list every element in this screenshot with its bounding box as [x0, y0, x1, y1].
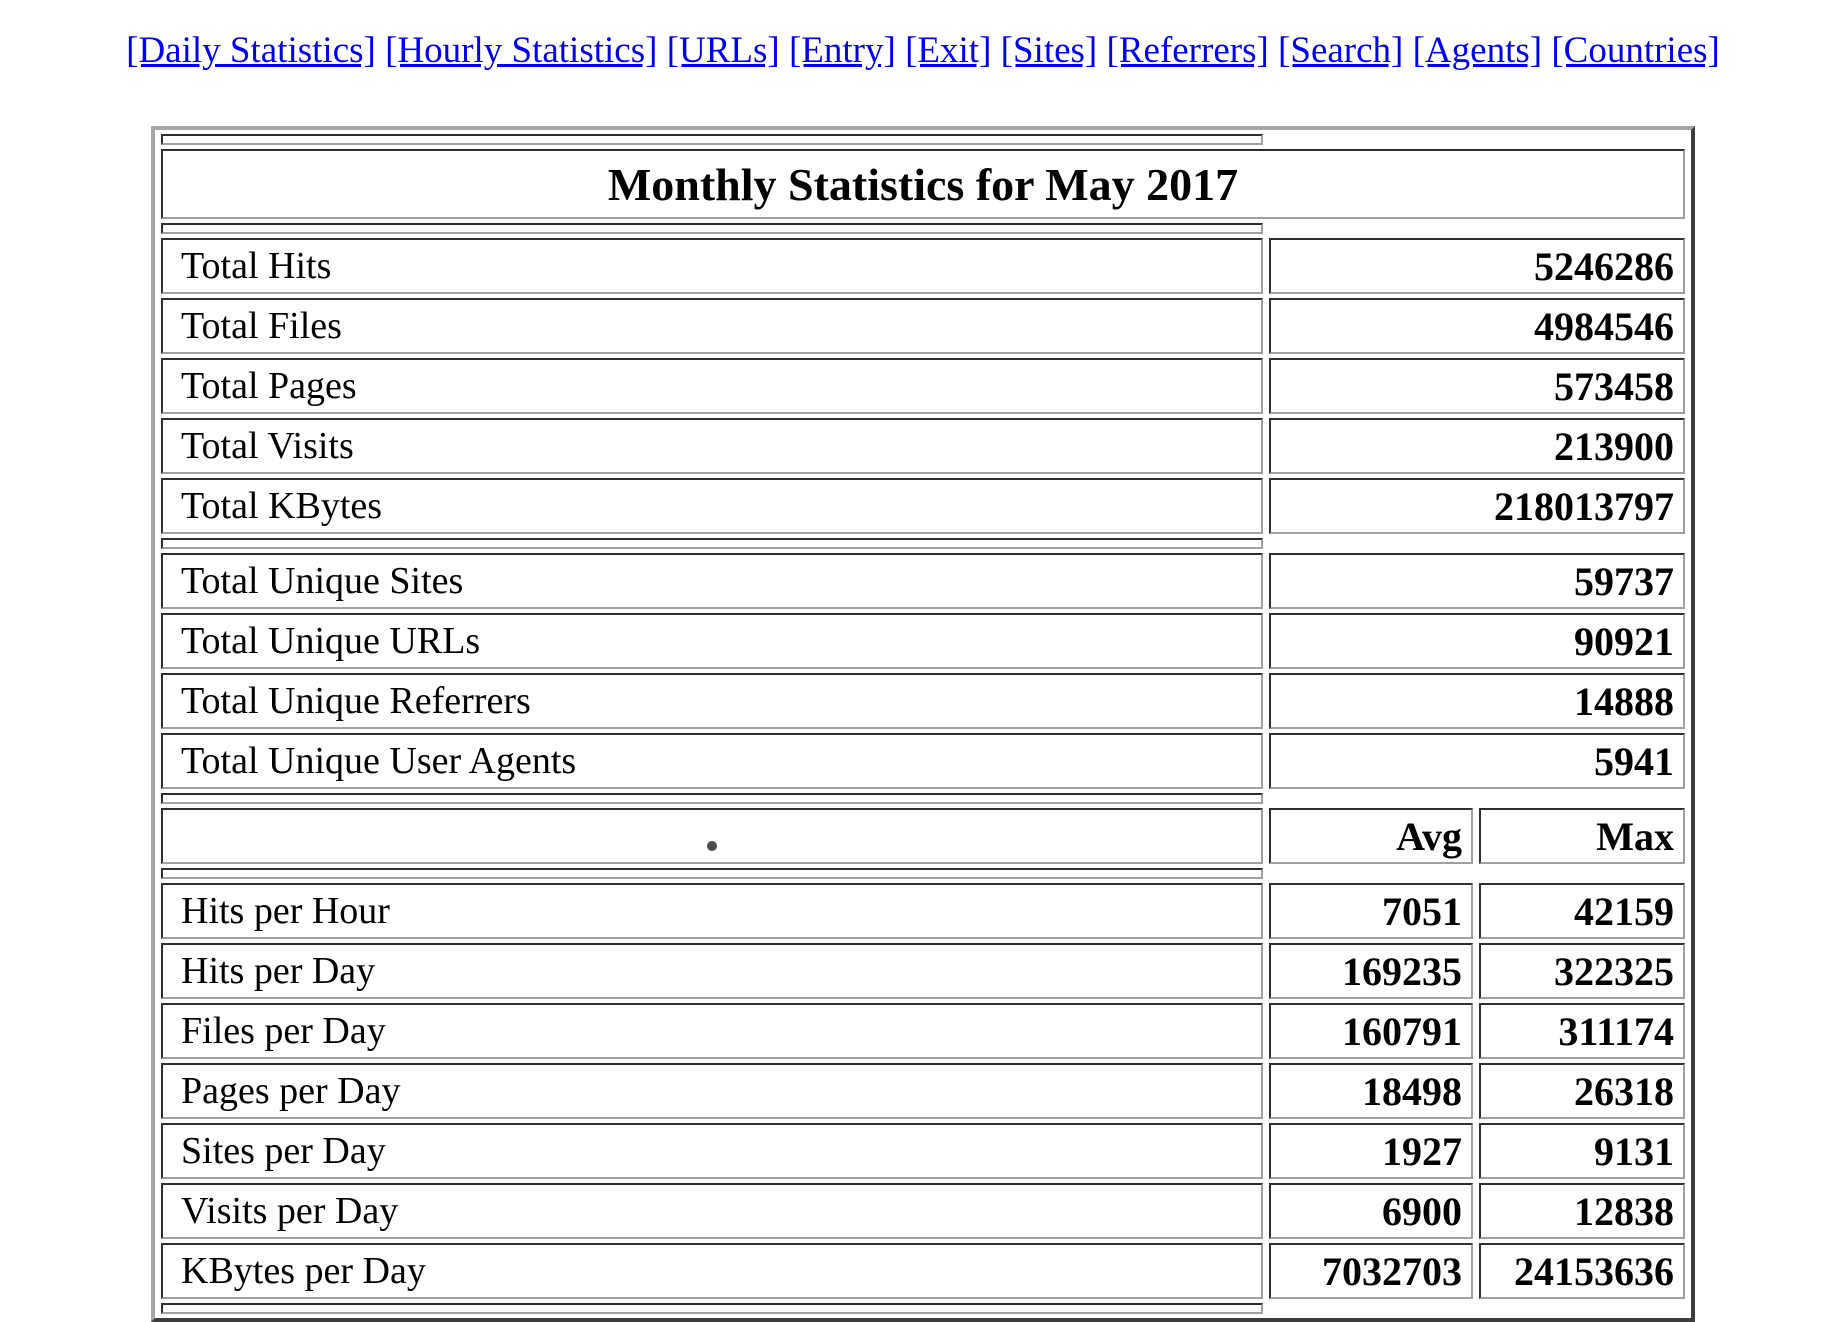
- stat-row: [161, 733, 1685, 789]
- stat-label: Total Visits: [161, 418, 1263, 474]
- stat-row: [161, 943, 1685, 999]
- nav-link-daily-statistics[interactable]: [Daily Statistics]: [126, 30, 376, 71]
- max-column-header: Max: [1479, 808, 1685, 864]
- placeholder-dot: [707, 841, 717, 851]
- stat-avg-value: 1927: [1269, 1123, 1473, 1179]
- stat-value: 4984546: [1269, 298, 1685, 354]
- title-row: [161, 149, 1685, 219]
- stat-row: [161, 298, 1685, 354]
- stat-label: Total Unique Referrers: [161, 673, 1263, 729]
- stat-row: [161, 478, 1685, 534]
- stat-value: 14888: [1269, 673, 1685, 729]
- stat-value: 218013797: [1269, 478, 1685, 534]
- stat-value: 213900: [1269, 418, 1685, 474]
- spacer-cell: [161, 538, 1263, 549]
- stat-max-value: 9131: [1479, 1123, 1685, 1179]
- stats-nav: [0, 0, 1846, 76]
- nav-link-search[interactable]: [Search]: [1278, 30, 1404, 71]
- nav-link-agents[interactable]: [Agents]: [1412, 30, 1543, 71]
- nav-link-countries[interactable]: [Countries]: [1551, 30, 1720, 71]
- stat-avg-value: 160791: [1269, 1003, 1473, 1059]
- stat-label: Hits per Hour: [161, 883, 1263, 939]
- spacer-row: [161, 868, 1685, 879]
- stat-row: [161, 1063, 1685, 1119]
- stat-label: Total Files: [161, 298, 1263, 354]
- spacer-row: [161, 134, 1685, 145]
- spacer-cell: [161, 134, 1263, 145]
- stat-max-value: 311174: [1479, 1003, 1685, 1059]
- nav-link-hourly-statistics[interactable]: [Hourly Statistics]: [385, 30, 658, 71]
- stat-row: [161, 1003, 1685, 1059]
- spacer-row: [161, 793, 1685, 804]
- stat-max-value: 12838: [1479, 1183, 1685, 1239]
- stat-value: 90921: [1269, 613, 1685, 669]
- stat-row: [161, 883, 1685, 939]
- stat-avg-value: 6900: [1269, 1183, 1473, 1239]
- nav-link-entry[interactable]: [Entry]: [788, 30, 896, 71]
- stat-row: [161, 418, 1685, 474]
- stat-row: [161, 613, 1685, 669]
- avg-max-placeholder-cell: [161, 808, 1263, 864]
- stat-label: Total KBytes: [161, 478, 1263, 534]
- stat-avg-value: 169235: [1269, 943, 1473, 999]
- stat-max-value: 24153636: [1479, 1243, 1685, 1299]
- stat-label: Total Hits: [161, 238, 1263, 294]
- avg-max-header-row: [161, 808, 1685, 864]
- stat-label: Total Unique URLs: [161, 613, 1263, 669]
- spacer-row: [161, 1303, 1685, 1314]
- stat-avg-value: 18498: [1269, 1063, 1473, 1119]
- stat-label: Total Pages: [161, 358, 1263, 414]
- nav-link-exit[interactable]: [Exit]: [905, 30, 992, 71]
- stat-row: [161, 238, 1685, 294]
- stat-label: Total Unique User Agents: [161, 733, 1263, 789]
- stat-max-value: 26318: [1479, 1063, 1685, 1119]
- spacer-cell: [161, 793, 1263, 804]
- avg-column-header: Avg: [1269, 808, 1473, 864]
- stat-label: Pages per Day: [161, 1063, 1263, 1119]
- stat-label: Total Unique Sites: [161, 553, 1263, 609]
- stat-label: Files per Day: [161, 1003, 1263, 1059]
- stat-label: Sites per Day: [161, 1123, 1263, 1179]
- stat-row: [161, 553, 1685, 609]
- stat-value: 5941: [1269, 733, 1685, 789]
- stat-avg-value: 7051: [1269, 883, 1473, 939]
- nav-link-urls[interactable]: [URLs]: [666, 30, 780, 71]
- stat-row: [161, 1123, 1685, 1179]
- stat-label: Visits per Day: [161, 1183, 1263, 1239]
- stat-label: Hits per Day: [161, 943, 1263, 999]
- spacer-cell: [161, 223, 1263, 234]
- stat-max-value: 322325: [1479, 943, 1685, 999]
- stat-value: 59737: [1269, 553, 1685, 609]
- table-title: Monthly Statistics for May 2017: [161, 149, 1685, 219]
- stat-row: [161, 358, 1685, 414]
- stat-value: 5246286: [1269, 238, 1685, 294]
- nav-link-sites[interactable]: [Sites]: [1000, 30, 1098, 71]
- stat-label: KBytes per Day: [161, 1243, 1263, 1299]
- stat-row: [161, 1183, 1685, 1239]
- monthly-statistics-table: [151, 126, 1695, 1322]
- spacer-cell: [161, 1303, 1263, 1314]
- stat-row: [161, 673, 1685, 729]
- stat-row: [161, 1243, 1685, 1299]
- spacer-row: [161, 538, 1685, 549]
- stat-value: 573458: [1269, 358, 1685, 414]
- spacer-cell: [161, 868, 1263, 879]
- stat-avg-value: 7032703: [1269, 1243, 1473, 1299]
- stat-max-value: 42159: [1479, 883, 1685, 939]
- spacer-row: [161, 223, 1685, 234]
- nav-link-referrers[interactable]: [Referrers]: [1106, 30, 1269, 71]
